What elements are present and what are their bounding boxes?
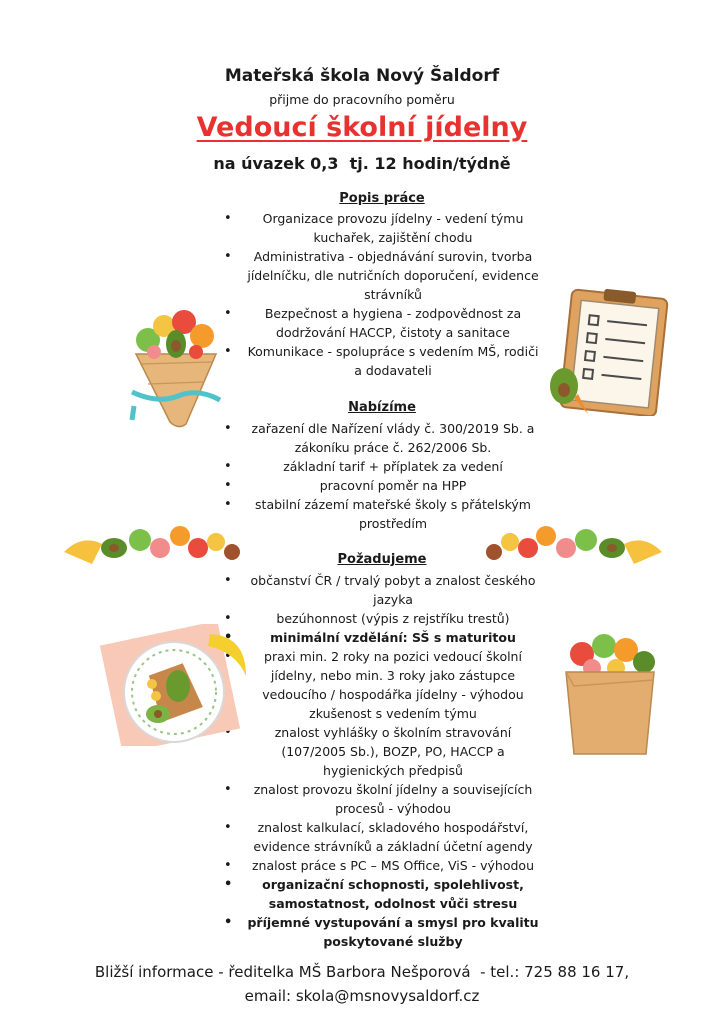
subtitle: přijme do pracovního poměru: [269, 92, 455, 107]
list-item: • Organizace provozu jídelny - vedení týmu kuchařek, zajištění chodu: [222, 209, 544, 247]
list-item: • znalost vyhlášky o školním stravování (107/2005 Sb.), BOZP, PO, HACCP a hygienických předpisů: [222, 723, 544, 780]
list-item: • znalost provozu školní jídelny a souvisejících procesů - výhodou: [222, 780, 544, 818]
food-wrap-icon: [128, 292, 224, 432]
list-item: • praxi min. 2 roky na pozici vedoucí školní jídelny, nebo min. 3 roky jako zástupce vedoucího / hospodářka jídelny - výhodou: [222, 647, 544, 704]
description-list: [222, 209, 544, 380]
school-name: Mateřská škola Nový Šaldorf: [224, 66, 500, 86]
list-item: • příjemné vystupování a smysl pro kvalitu poskytované služby: [222, 913, 544, 951]
list-item: • organizační schopnosti, spolehlivost, samostatnost, odolnost vůči stresu: [222, 875, 544, 913]
description-title: Popis práce: [339, 191, 425, 206]
work-hours: na úvazek 0,3 tj. 12 hodin/týdně: [213, 154, 511, 173]
clipboard-checklist-icon: [548, 286, 670, 416]
job-title: Vedoucí školní jídelny: [196, 112, 528, 143]
list-item: • základní tarif + příplatek za vedení: [222, 457, 544, 476]
list-item: • minimální vzdělání: SŠ s maturitou: [222, 628, 544, 647]
list-item: • Administrativa - objednávání surovin, tvorba jídelníčku, dle nutričních doporučení, evidence strávníků: [222, 247, 544, 304]
contact-info: [0, 960, 724, 1008]
list-item: • pracovní poměr na HPP: [222, 476, 544, 495]
grocery-bag-icon: [552, 628, 668, 758]
food-garland-icon: [484, 512, 664, 572]
requirements-list: [222, 571, 544, 951]
breakfast-plate-icon: [96, 624, 258, 746]
list-item: • znalost práce s PC – MS Office, ViS - výhodou: [222, 856, 544, 875]
food-garland-icon: [62, 512, 242, 572]
contact-line-1: Bližší informace - ředitelka MŠ Barbora Nešporová - tel.: 725 88 16 17,: [94, 963, 630, 981]
list-item: • zařazení dle Nařízení vlády č. 300/2019 Sb. a zákoníku práce č. 262/2006 Sb.: [222, 419, 544, 457]
list-item: • Komunikace - spolupráce s vedením MŠ, rodiči a dodavateli: [222, 342, 544, 380]
list-item: • znalost kalkulací, skladového hospodářství, evidence strávníků a základní účetní agendy: [222, 818, 544, 856]
list-item: • bezúhonnost (výpis z rejstříku trestů): [222, 609, 544, 628]
requirements-title: Požadujeme: [337, 552, 427, 567]
list-item: • stabilní zázemí mateřské školy s přátelským prostředím: [222, 495, 544, 533]
list-item: • Bezpečnost a hygiena - zodpovědnost za dodržování HACCP, čistoty a sanitace: [222, 304, 544, 342]
list-item: • zkušenost s vedením týmu: [222, 704, 544, 723]
list-item: • občanství ČR / trvalý pobyt a znalost českého jazyka: [222, 571, 544, 609]
contact-line-2: email: skola@msnovysaldorf.cz: [244, 987, 480, 1005]
offer-title: Nabízíme: [348, 400, 416, 415]
